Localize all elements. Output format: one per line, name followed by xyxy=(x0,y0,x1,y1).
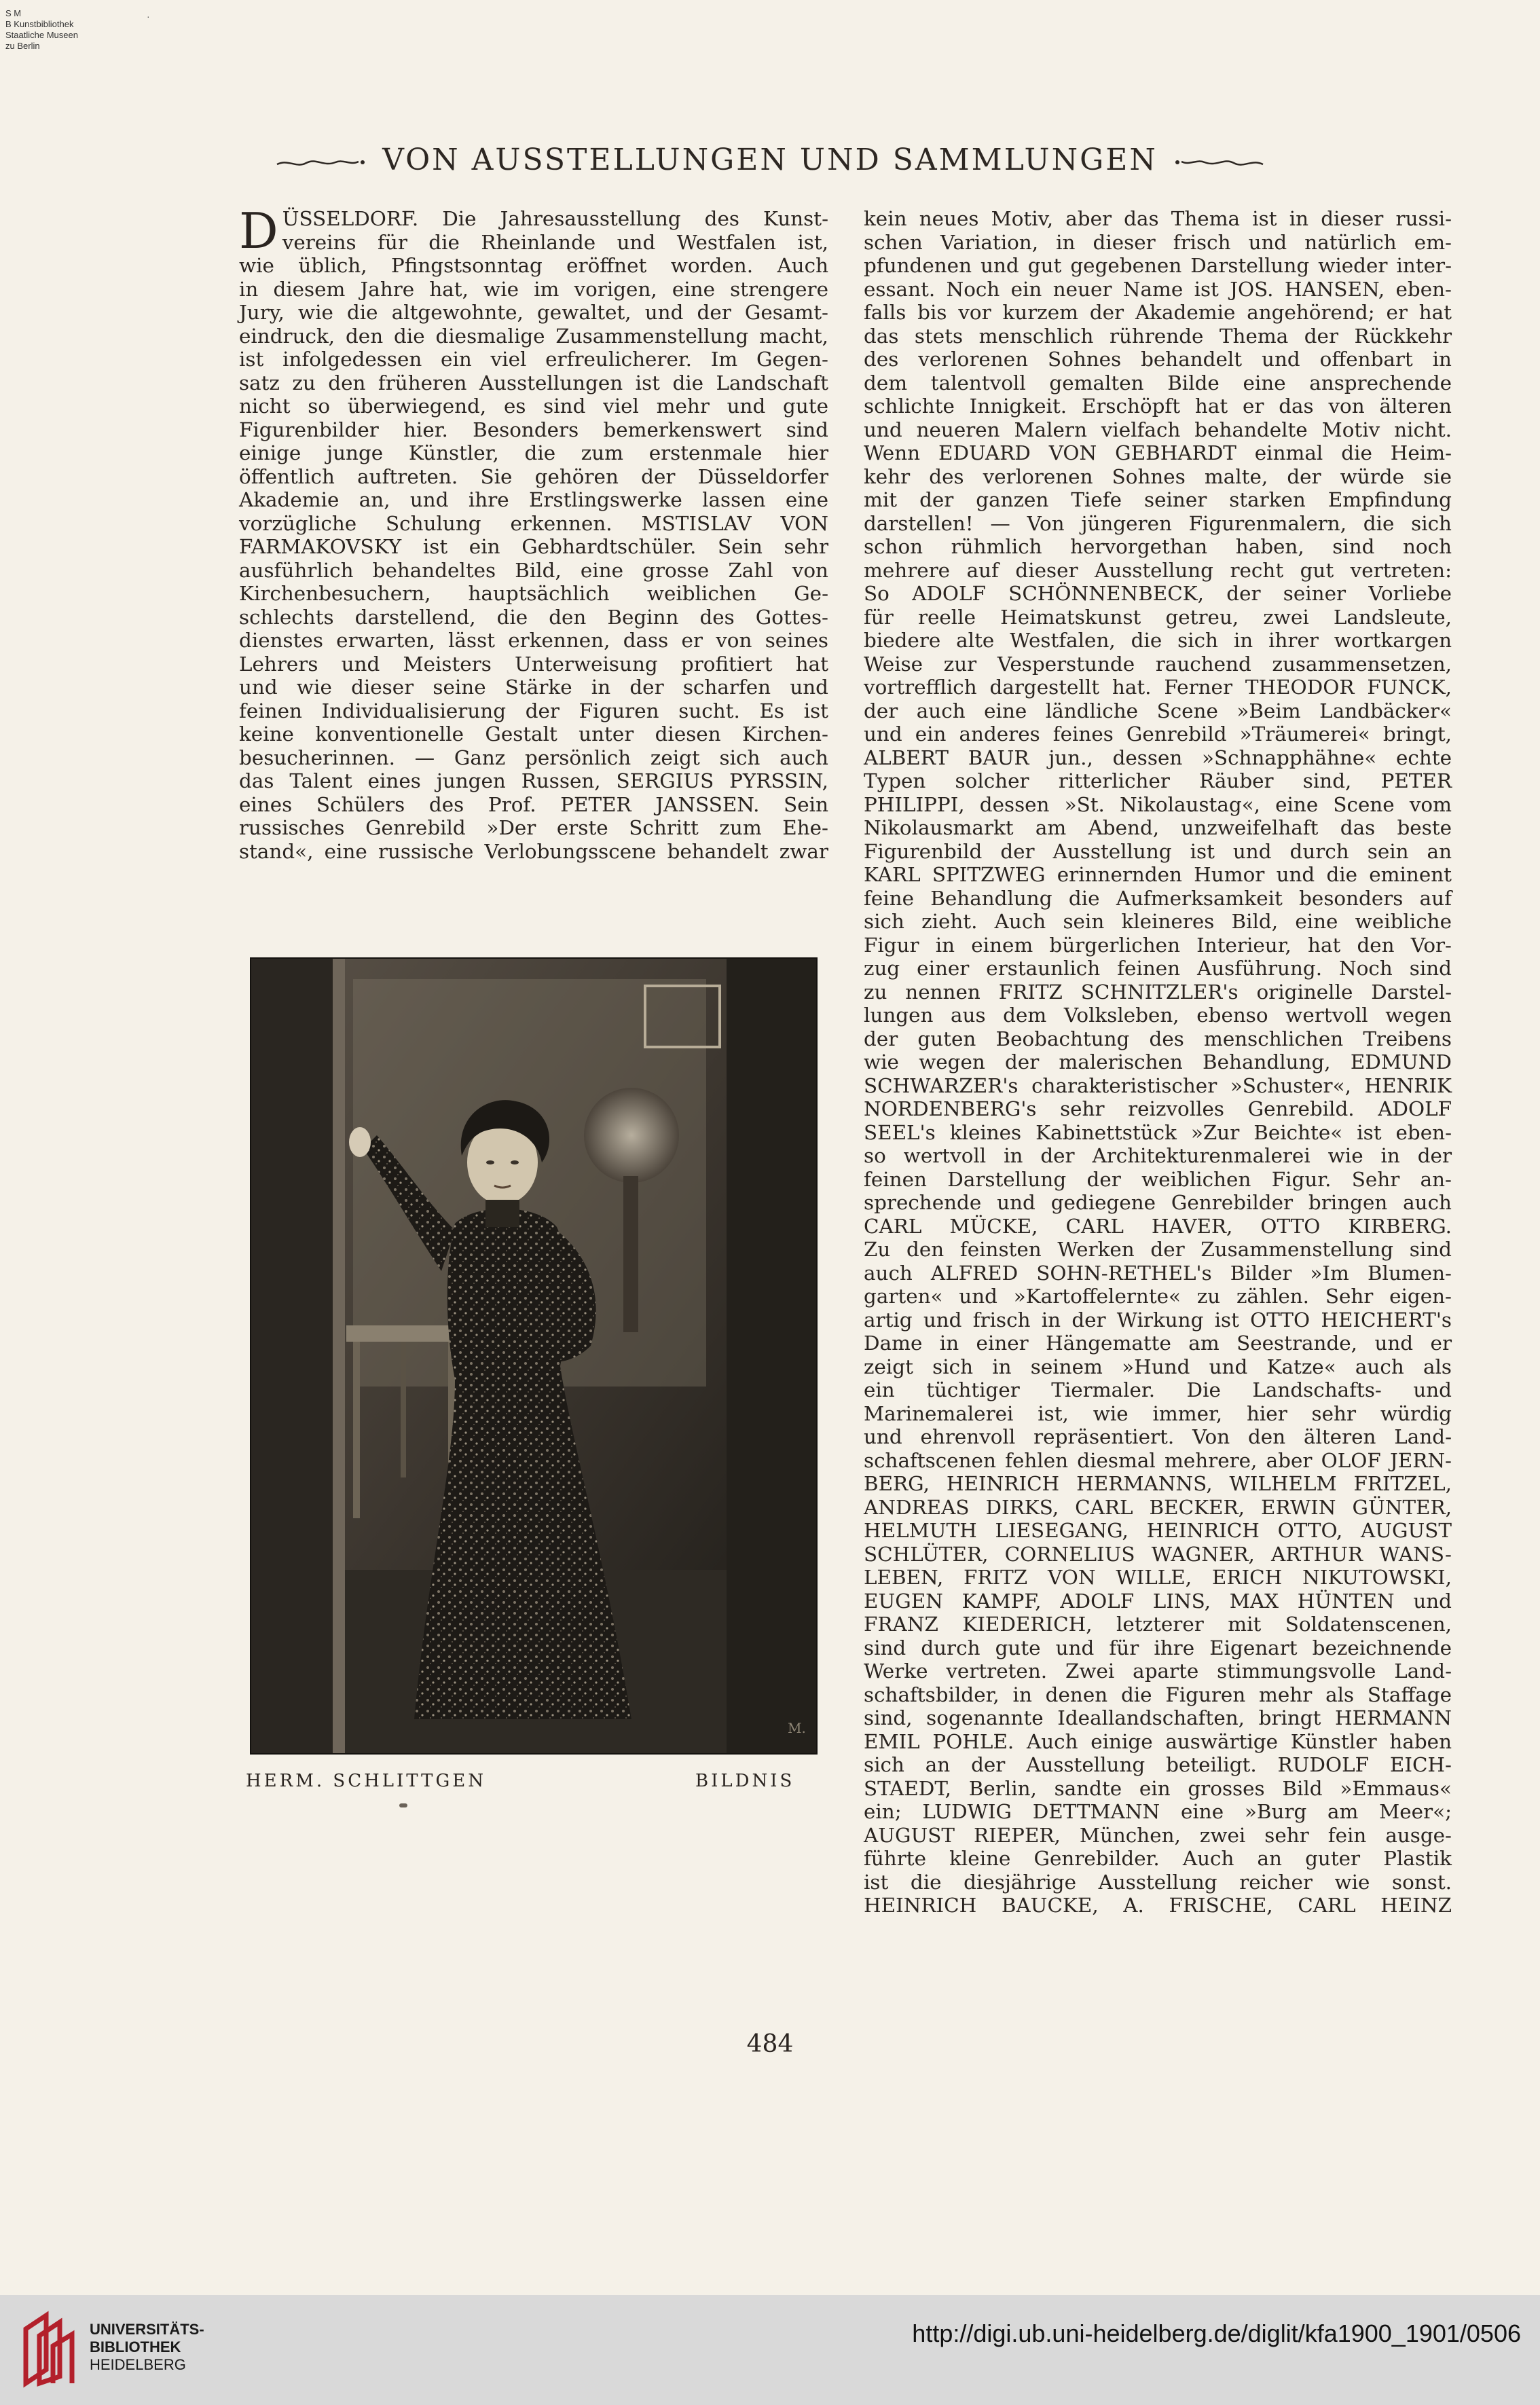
text-line: STAEDT, Berlin, sandte ein grosses Bild »Emmaus« xyxy=(864,1776,1452,1800)
library-line: UNIVERSITÄTS- xyxy=(90,2321,204,2338)
text-line: sprechende und gediegene Genrebilder bringen auch xyxy=(864,1191,1452,1214)
text-line: So ADOLF SCHÖNNENBECK, der seiner Vorliebe xyxy=(864,582,1452,605)
text-line: BERG, HEINRICH HERMANNS, WILHELM FRITZEL, xyxy=(864,1472,1452,1495)
text-line: mit der ganzen Tiefe seiner starken Empfindung xyxy=(864,488,1452,511)
text-line: das stets menschlich rührende Thema der Rückkehr xyxy=(864,324,1452,348)
text-line: wie üblich, Pfingstsonntag eröffnet worden. Auch xyxy=(239,254,828,277)
text-line: Werke vertreten. Zwei aparte stimmungsvolle Land- xyxy=(864,1659,1452,1683)
text-line: ausführlich behandeltes Bild, eine grosse Zahl von xyxy=(239,558,828,582)
text-line: vortrefflich dargestellt hat. Ferner THEODOR FUNCK, xyxy=(864,676,1452,699)
text-line: besucherinnen. — Ganz persönlich zeigt sich auch xyxy=(239,746,828,769)
text-line: feine Behandlung die Aufmerksamkeit besonders auf xyxy=(864,886,1452,910)
text-line: KARL SPITZWEG erinnernden Humor und die eminent xyxy=(864,863,1452,886)
library-stamp xyxy=(5,8,78,52)
text-line: ANDREAS DIRKS, CARL BECKER, ERWIN GÜNTER, xyxy=(864,1495,1452,1519)
text-line: ALBERT BAUR jun., dessen »Schnapphähne« echte xyxy=(864,746,1452,769)
text-line: dem talentvoll gemalten Bilde eine ansprechende xyxy=(864,371,1452,394)
text-line: ein; LUDWIG DETTMANN eine »Burg am Meer«; xyxy=(864,1800,1452,1823)
text-line: und neueren Malern vielfach behandelte Motiv nicht. xyxy=(864,418,1452,441)
footer-bar xyxy=(0,2295,1540,2405)
text-line: mehrere auf dieser Ausstellung recht gut vertreten: xyxy=(864,558,1452,582)
text-line: keine konventionelle Gestalt unter diesen Kirchen- xyxy=(239,722,828,746)
text-line: HELMUTH LIESEGANG, HEINRICH OTTO, AUGUST xyxy=(864,1519,1452,1542)
text-line: ein tüchtiger Tiermaler. Die Landschafts- und xyxy=(864,1378,1452,1401)
library-line: BIBLIOTHEK xyxy=(90,2338,181,2355)
library-line: HEIDELBERG xyxy=(90,2356,186,2373)
text-line: EMIL POHLE. Auch einige auswärtige Künstler haben xyxy=(864,1729,1452,1753)
text-line: vorzügliche Schulung erkennen. MSTISLAV VON xyxy=(239,511,828,535)
text-line: eindruck, den die diesmalige Zusammenstellung macht, xyxy=(239,324,828,348)
text-line: ist die diesjährige Ausstellung reicher wie sonst. xyxy=(864,1870,1452,1894)
text-line: Figurenbilder hier. Besonders bemerkenswert sind xyxy=(239,418,828,441)
text-line: ÜSSELDORF. Die Jahresausstellung des Kunst- xyxy=(282,207,828,230)
text-line: stand«, eine russische Verlobungsscene behandelt zwar xyxy=(239,839,828,863)
text-line: Figurenbild der Ausstellung ist und durch sein an xyxy=(864,839,1452,863)
text-line: des verlorenen Sohnes behandelt und offenbart in xyxy=(864,348,1452,371)
text-line: pfundenen und gut gegebenen Darstellung wieder inter- xyxy=(864,254,1452,277)
text-line: darstellen! — Von jüngeren Figurenmalern, die sich xyxy=(864,511,1452,535)
page-number: 484 xyxy=(746,2030,794,2058)
text-line: eines Schülers des Prof. PETER JANSSEN. Sein xyxy=(239,792,828,816)
text-line: SEEL's kleines Kabinettstück »Zur Beichte« ist eben- xyxy=(864,1120,1452,1144)
text-line: für reelle Heimatskunst getreu, zwei Landsleute, xyxy=(864,605,1452,629)
text-line: Akademie an, und ihre Erstlingswerke lassen eine xyxy=(239,488,828,511)
text-line: zug einer erstaunlich feinen Ausführung. Noch sind xyxy=(864,957,1452,980)
text-line: Marinemalerei ist, wie immer, hier sehr würdig xyxy=(864,1401,1452,1425)
stamp-line: S M xyxy=(5,8,22,18)
text-line: schlichte Innigkeit. Erschöpft hat er das von älteren xyxy=(864,394,1452,418)
library-name xyxy=(90,2321,204,2374)
text-line: Typen solcher ritterlicher Räuber sind, PETER xyxy=(864,769,1452,792)
text-line: und wie dieser seine Stärke in der scharfen und xyxy=(239,676,828,699)
text-line: so wertvoll in der Architekturenmalerei wie in der xyxy=(864,1144,1452,1167)
text-line: NORDENBERG's sehr reizvolles Genrebild. ADOLF xyxy=(864,1097,1452,1120)
stamp-line: B Kunstbibliothek xyxy=(5,19,74,29)
text-line: FARMAKOVSKY ist ein Gebhardtschüler. Sein sehr xyxy=(239,535,828,558)
decorative-mark xyxy=(399,1803,407,1807)
text-line: SCHWARZER's charakteristischer »Schuster«, HENRIK xyxy=(864,1073,1452,1097)
text-line: kein neues Motiv, aber das Thema ist in dieser russi- xyxy=(864,207,1452,230)
text-line: schon rühmlich hervorgethan haben, sind noch xyxy=(864,535,1452,558)
text-line: lungen aus dem Volksleben, ebenso wertvoll wegen xyxy=(864,1004,1452,1027)
text-line: dienstes erwarten, lässt erkennen, dass er von seines xyxy=(239,629,828,652)
corner-mark: · xyxy=(147,11,150,22)
text-line: Dame in einer Hängematte am Seestrande, und er xyxy=(864,1332,1452,1355)
text-line: vereins für die Rheinlande und Westfalen ist, xyxy=(282,230,828,254)
text-line: und ein anderes feines Genrebild »Träumerei« bringt, xyxy=(864,722,1452,746)
right-ornament-icon xyxy=(1169,152,1264,172)
text-line: falls bis vor kurzem der Akademie angehörend; er hat xyxy=(864,301,1452,324)
text-line: Figur in einem bürgerlichen Interieur, hat den Vor- xyxy=(864,933,1452,957)
text-line: Lehrers und Meisters Unterweisung profitiert hat xyxy=(239,652,828,676)
text-line: einige junge Künstler, die zum erstenmale hier xyxy=(239,441,828,464)
left-ornament-icon xyxy=(276,152,371,172)
text-line: feinen Individualisierung der Figuren sucht. Es ist xyxy=(239,699,828,722)
text-line: zeigt sich in seinem »Hund und Katze« auch als xyxy=(864,1355,1452,1378)
text-line: EUGEN KAMPF, ADOLF LINS, MAX HÜNTEN und xyxy=(864,1589,1452,1613)
stamp-line: Staatliche Museen xyxy=(5,30,78,40)
text-line: ist infolgedessen ein viel erfreulicherer. Im Gegen- xyxy=(239,348,828,371)
text-line: der auch eine ländliche Scene »Beim Landbäcker« xyxy=(864,699,1452,722)
text-line: und ehrenvoll repräsentiert. Von den älteren Land- xyxy=(864,1425,1452,1448)
text-line: schen Variation, in dieser frisch und natürlich em- xyxy=(864,230,1452,254)
text-line: sind, sogenannte Ideallandschaften, bringt HERMANN xyxy=(864,1706,1452,1729)
text-line: sich an der Ausstellung beteiligt. RUDOLF EICH- xyxy=(864,1753,1452,1776)
text-line: nicht so überwiegend, es sind viel mehr und gute xyxy=(239,394,828,418)
text-line: Nikolausmarkt am Abend, unzweifelhaft das beste xyxy=(864,816,1452,839)
text-line: Wenn EDUARD VON GEBHARDT einmal die Heim- xyxy=(864,441,1452,464)
portrait-painting xyxy=(251,959,816,1753)
text-line: wie wegen der malerischen Behandlung, EDMUND xyxy=(864,1050,1452,1073)
caption-artist: HERM. SCHLITTGEN xyxy=(246,1771,486,1791)
text-line: AUGUST RIEPER, München, zwei sehr fein ausge- xyxy=(864,1823,1452,1847)
text-line: russisches Genrebild »Der erste Schritt zum Ehe- xyxy=(239,816,828,839)
text-line: kehr des verlorenen Sohnes malte, der würde sie xyxy=(864,464,1452,488)
text-line: SCHLÜTER, CORNELIUS WAGNER, ARTHUR WANS- xyxy=(864,1542,1452,1566)
caption-title: BILDNIS xyxy=(695,1771,795,1791)
text-line: zu nennen FRITZ SCHNITZLER's originelle Darstel- xyxy=(864,980,1452,1004)
source-url-link[interactable]: http://digi.ub.uni-heidelberg.de/diglit/kfa1900_1901/0506 xyxy=(912,2319,1521,2347)
text-line: öffentlich auftreten. Sie gehören der Düsseldorfer xyxy=(239,464,828,488)
text-line: Jury, wie die altgewohnte, gewaltet, und der Gesamt- xyxy=(239,301,828,324)
left-column xyxy=(239,202,828,863)
text-line: biedere alte Westfalen, die sich in ihrer wortkargen xyxy=(864,629,1452,652)
text-line: Kirchenbesuchern, hauptsächlich weiblichen Ge- xyxy=(239,582,828,605)
text-line: sich zieht. Auch sein kleineres Bild, eine weibliche xyxy=(864,910,1452,933)
portrait-illustration xyxy=(250,957,818,1755)
text-line: essant. Noch ein neuer Name ist JOS. HANSEN, eben- xyxy=(864,277,1452,301)
right-column xyxy=(864,207,1452,1917)
text-line: Zu den feinsten Werken der Zusammenstellung sind xyxy=(864,1238,1452,1261)
text-line: führte kleine Genrebilder. Auch an guter Plastik xyxy=(864,1847,1452,1870)
text-line: schlechts darstellend, die den Beginn des Gottes- xyxy=(239,605,828,629)
section-title xyxy=(0,143,1540,177)
text-line: das Talent eines jungen Russen, SERGIUS PYRSSIN, xyxy=(239,769,828,792)
text-line: auch ALFRED SOHN-RETHEL's Bilder »Im Blumen- xyxy=(864,1261,1452,1285)
text-line: Weise zur Vesperstunde rauchend zusammensetzen, xyxy=(864,652,1452,676)
text-line: in diesem Jahre hat, wie im vorigen, eine strengere xyxy=(239,277,828,301)
text-line: satz zu den früheren Ausstellungen ist die Landschaft xyxy=(239,371,828,394)
text-line: schaftsbilder, in denen die Figuren mehr als Staffage xyxy=(864,1683,1452,1706)
section-title-text: VON AUSSTELLUNGEN UND SAMMLUNGEN xyxy=(382,143,1158,177)
text-line: LEBEN, FRITZ VON WILLE, ERICH NIKUTOWSKI, xyxy=(864,1566,1452,1589)
text-line: der guten Beobachtung des menschlichen Treibens xyxy=(864,1027,1452,1050)
stamp-line: zu Berlin xyxy=(5,41,40,51)
text-line: schaftscenen fehlen diesmal mehrere, aber OLOF JERN- xyxy=(864,1448,1452,1472)
library-logo-icon xyxy=(19,2309,79,2390)
svg-text:M.: M. xyxy=(788,1720,806,1736)
text-line: artig und frisch in der Wirkung ist OTTO HEICHERT's xyxy=(864,1308,1452,1332)
dropcap: D xyxy=(239,202,278,259)
text-line: garten« und »Kartoffelernte« zu zählen. Sehr eigen- xyxy=(864,1285,1452,1308)
text-line: CARL MÜCKE, CARL HAVER, OTTO KIRBERG. xyxy=(864,1214,1452,1238)
text-line: sind durch gute und für ihre Eigenart bezeichnende xyxy=(864,1636,1452,1659)
text-line: PHILIPPI, dessen »St. Nikolaustag«, eine Scene vom xyxy=(864,792,1452,816)
text-line: FRANZ KIEDERICH, letzterer mit Soldatenscenen, xyxy=(864,1613,1452,1636)
text-line: feinen Darstellung der weiblichen Figur. Sehr an- xyxy=(864,1167,1452,1191)
text-line: HEINRICH BAUCKE, A. FRISCHE, CARL HEINZ xyxy=(864,1894,1452,1917)
